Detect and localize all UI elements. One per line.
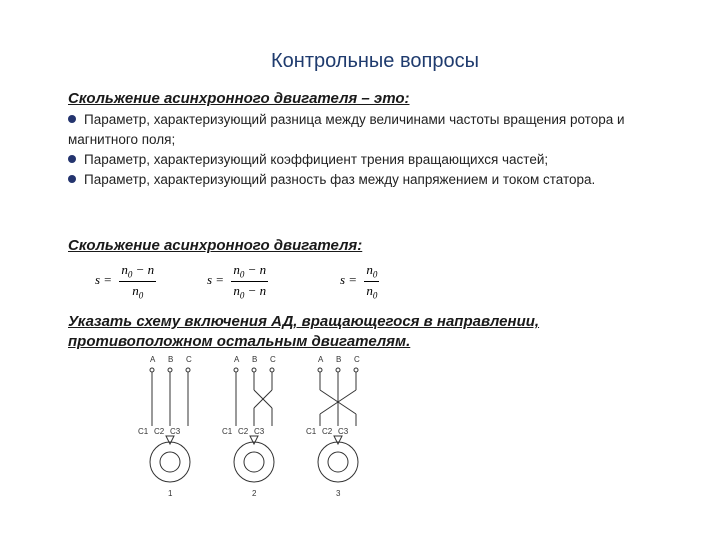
option-2[interactable] [68, 150, 668, 170]
formula-3-den-sub: 0 [372, 290, 378, 301]
option-1-text: Параметр, характеризующий разница между величинами частоты вращения ротора и магнитного поля; [68, 112, 625, 147]
terminal-circle [318, 368, 322, 372]
scheme-2[interactable] [222, 355, 276, 498]
option-3-text: Параметр, характеризующий разность фаз между напряжением и током статора. [84, 172, 596, 187]
scheme-1-number: 1 [168, 489, 173, 498]
formula-3-lhs: s = [340, 272, 358, 288]
formula-3-num: n [366, 262, 373, 277]
motor-rotor-icon [160, 452, 180, 472]
scheme-1[interactable] [138, 355, 192, 498]
scheme-2-phase-a: А [234, 355, 240, 364]
motor-stator-icon [318, 442, 358, 482]
formula-1-num: n [121, 262, 128, 277]
terminal-circle [270, 368, 274, 372]
question-3-heading [68, 312, 539, 352]
scheme-3-phase-a: А [318, 355, 324, 364]
motor-rotor-icon [244, 452, 264, 472]
option-2-text: Параметр, характеризующий коэффициент трения вращающихся частей; [84, 152, 549, 167]
formula-2-lhs: s = [207, 272, 225, 288]
star-connection-icon [166, 436, 174, 444]
option-1[interactable] [68, 110, 668, 150]
terminal-circle [150, 368, 154, 372]
slide-title: Контрольные вопросы [271, 50, 479, 72]
scheme-3-terminal-c2: С2 [322, 427, 333, 436]
question-1-options [68, 110, 668, 190]
scheme-2-number: 2 [252, 489, 257, 498]
formula-3[interactable] [340, 262, 379, 300]
question-3-line-2: противоположном остальным двигателям. [68, 333, 411, 350]
scheme-3-number: 3 [336, 489, 341, 498]
scheme-3-terminal-c3: С3 [338, 427, 349, 436]
formula-3-den: n [366, 282, 373, 298]
formula-2-num-rest: − n [244, 262, 267, 277]
terminal-circle [336, 368, 340, 372]
scheme-2-phase-c: С [270, 355, 276, 364]
question-2-heading: Скольжение асинхронного двигателя: [68, 237, 363, 254]
terminal-circle [252, 368, 256, 372]
scheme-1-terminal-c3: С3 [170, 427, 181, 436]
motor-rotor-icon [328, 452, 348, 472]
formula-2-fraction [231, 262, 268, 300]
scheme-3-phase-b: В [336, 355, 342, 364]
formula-1-den: n [132, 282, 139, 298]
scheme-1-terminal-c2: С2 [154, 427, 165, 436]
question-3-line-1: Указать схему включения АД, вращающегося в направлении, [68, 313, 540, 330]
motor-stator-icon [234, 442, 274, 482]
motor-connection-diagram [130, 350, 390, 510]
formula-3-fraction [364, 262, 379, 300]
scheme-1-phase-c: С [186, 355, 192, 364]
bullet-icon [68, 115, 76, 123]
bullet-icon [68, 155, 76, 163]
formula-1-num-rest: − n [132, 262, 155, 277]
scheme-1-phase-b: В [168, 355, 174, 364]
formula-1-num-sub: 0 [127, 269, 133, 280]
terminal-circle [168, 368, 172, 372]
formula-2-den: n [233, 282, 240, 298]
formula-1-fraction [119, 262, 156, 300]
star-connection-icon [334, 436, 342, 444]
scheme-1-terminal-c1: С1 [138, 427, 149, 436]
terminal-circle [354, 368, 358, 372]
scheme-3-phase-c: С [354, 355, 360, 364]
scheme-2-terminal-c2: С2 [238, 427, 249, 436]
scheme-2-phase-b: В [252, 355, 258, 364]
scheme-3-terminal-c1: С1 [306, 427, 317, 436]
bullet-icon [68, 175, 76, 183]
star-connection-icon [250, 436, 258, 444]
formula-2-num-sub: 0 [239, 269, 245, 280]
formula-1[interactable] [95, 262, 156, 300]
scheme-2-terminal-c1: С1 [222, 427, 233, 436]
scheme-3[interactable] [306, 355, 360, 498]
formula-2-num: n [233, 262, 240, 277]
formula-2-den-sub: 0 [239, 290, 245, 301]
formula-1-den-sub: 0 [138, 290, 144, 301]
terminal-circle [186, 368, 190, 372]
formula-2[interactable] [207, 262, 268, 300]
scheme-1-phase-a: А [150, 355, 156, 364]
question-1-heading: Скольжение асинхронного двигателя – это: [68, 90, 410, 107]
option-3[interactable] [68, 170, 668, 190]
formula-3-num-sub: 0 [372, 269, 378, 280]
formula-2-den-rest: − n [244, 282, 267, 298]
formula-1-lhs: s = [95, 272, 113, 288]
motor-stator-icon [150, 442, 190, 482]
scheme-2-terminal-c3: С3 [254, 427, 265, 436]
terminal-circle [234, 368, 238, 372]
